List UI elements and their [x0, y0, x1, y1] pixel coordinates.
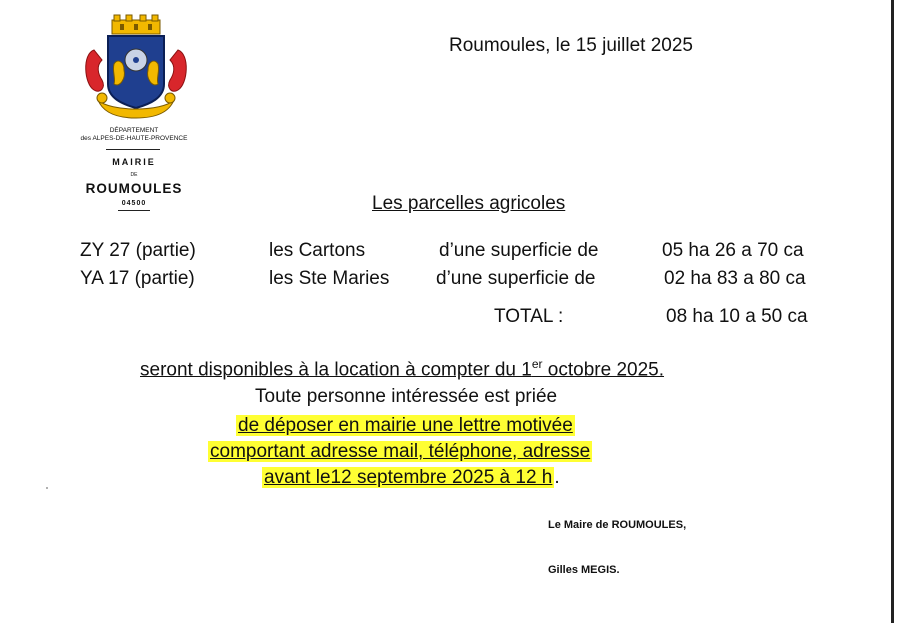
- coat-of-arms-logo: [80, 14, 192, 122]
- parcel-place: les Cartons: [269, 240, 366, 261]
- header-divider: [106, 149, 160, 150]
- parcel-ref: ZY 27 (partie): [80, 240, 196, 261]
- parcel-place: les Ste Maries: [269, 268, 390, 289]
- highlighted-instruction: avant le12 septembre 2025 à 12 h .: [264, 467, 560, 488]
- total-label: TOTAL :: [494, 306, 564, 327]
- highlighted-instruction: comportant adresse mail, téléphone, adresse: [210, 441, 591, 462]
- scan-speck: [46, 487, 48, 489]
- department-name: des ALPES-DE-HAUTE-PROVENCE: [80, 135, 188, 142]
- availability-text: seront disponibles à la location à compter du 1: [140, 359, 532, 381]
- parcel-ref: YA 17 (partie): [80, 268, 195, 289]
- availability-text-end: octobre 2025.: [542, 359, 665, 381]
- total-value: 08 ha 10 a 50 ca: [666, 306, 808, 327]
- town-name: ROUMOULES: [85, 181, 183, 196]
- department-label: DÉPARTEMENT: [109, 127, 159, 134]
- parcel-surface: 02 ha 83 a 80 ca: [664, 268, 806, 289]
- parcel-surface: 05 ha 26 a 70 ca: [662, 240, 804, 261]
- de-label: DE: [130, 172, 138, 178]
- parcel-surface-label: d’une superficie de: [439, 240, 599, 261]
- highlighted-instruction: de déposer en mairie une lettre motivée: [238, 415, 573, 436]
- date-line: Roumoules, le 15 juillet 2025: [449, 35, 693, 56]
- signature-name: Gilles MEGIS.: [548, 564, 620, 576]
- instruction-period: .: [554, 467, 560, 488]
- request-line: Toute personne intéressée est priée: [255, 386, 558, 407]
- availability-line: [140, 357, 664, 381]
- signature-role: Le Maire de ROUMOULES,: [548, 519, 687, 531]
- postal-underline: [118, 210, 150, 211]
- ordinal-suffix: er: [531, 357, 543, 371]
- section-title: Les parcelles agricoles: [372, 193, 566, 214]
- parcel-surface-label: d’une superficie de: [436, 268, 596, 289]
- mairie-label: MAIRIE: [112, 157, 156, 167]
- postal-code: 04500: [121, 200, 147, 207]
